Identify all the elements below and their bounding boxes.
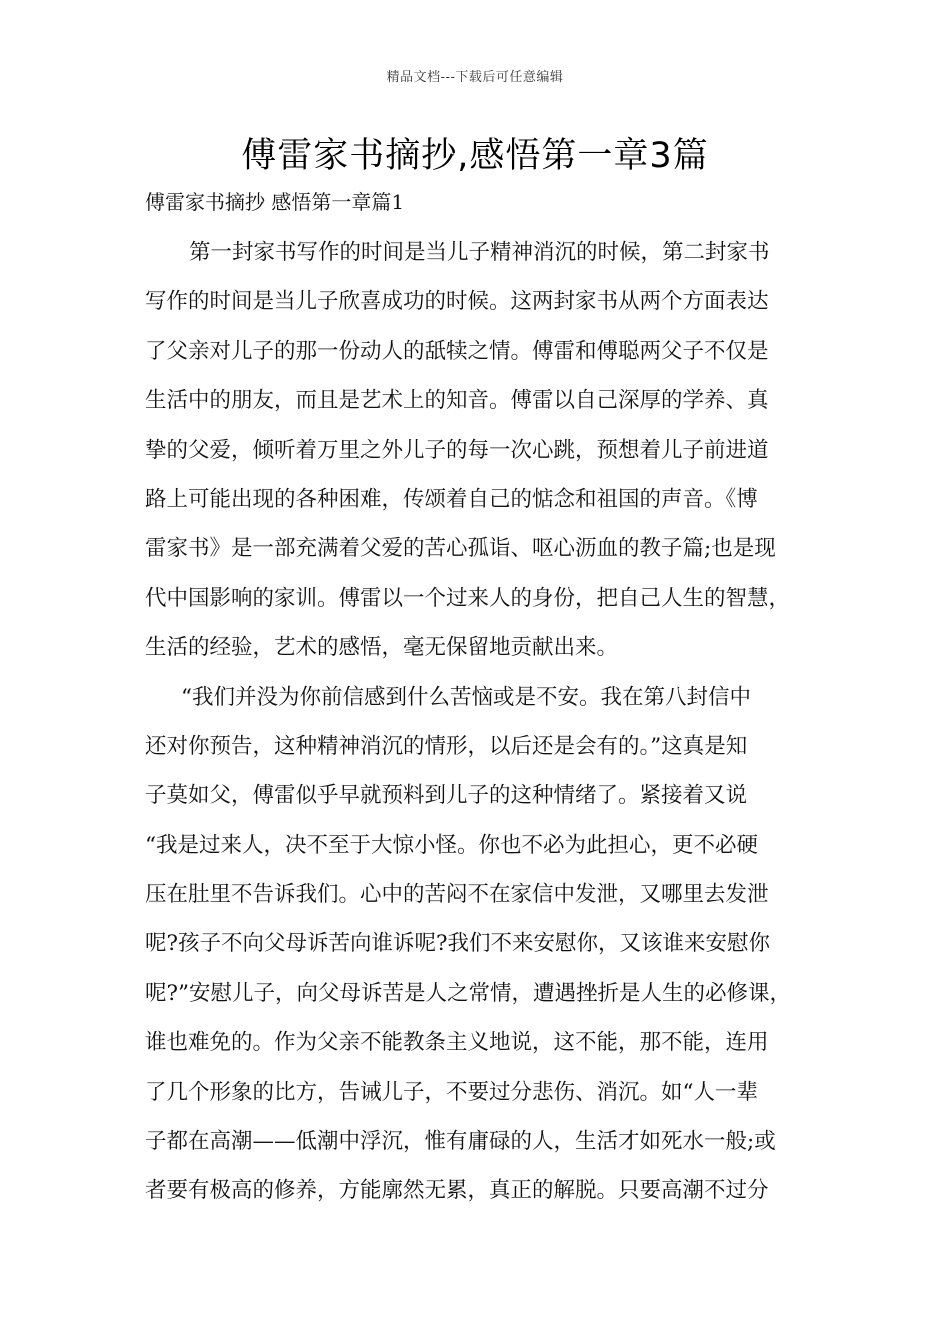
paragraph-line: 雷家书》是一部充满着父爱的苦心孤诣、呕心沥血的教子篇;也是现	[145, 536, 776, 562]
paragraph-line: 代中国影响的家训。傅雷以一个过来人的身份，把自己人生的智慧，	[145, 585, 791, 611]
paragraph-line: 生活中的朋友，而且是艺术上的知音。傅雷以自己深厚的学养、真	[145, 388, 769, 414]
paragraph-line: “我是过来人，决不至于大惊小怪。你也不必为此担心，更不必硬	[145, 832, 758, 858]
paragraph-line: 呢?孩子不向父母诉苦向谁诉呢?我们不来安慰你，又该谁来安慰你	[145, 931, 771, 957]
paragraph-line: 子莫如父，傅雷似乎早就预料到儿子的这种情绪了。紧接着又说	[145, 783, 748, 809]
paragraph-line: 了几个形象的比方，告诫儿子，不要过分悲伤、消沉。如“人一辈	[145, 1079, 758, 1105]
paragraph-line: 写作的时间是当儿子欣喜成功的时候。这两封家书从两个方面表达	[145, 289, 769, 315]
body-text	[145, 228, 825, 1216]
paragraph-line: 路上可能出现的各种困难，传颂着自己的惦念和祖国的声音。《博	[145, 486, 758, 512]
paragraph-line: 呢?”安慰儿子，向父母诉苦是人之常情，遭遇挫折是人生的必修课，	[145, 980, 792, 1006]
paragraph-line: 第一封家书写作的时间是当儿子精神消沉的时候，第二封家书	[189, 240, 770, 265]
paragraph-line: 了父亲对儿子的那一份动人的舐犊之情。傅雷和傅聪两父子不仅是	[145, 338, 769, 364]
paragraph-line: 挚的父爱，倾听着万里之外儿子的每一次心跳，预想着儿子前进道	[145, 437, 769, 463]
header-note: 精品文档---下载后可任意编辑	[386, 70, 564, 85]
paragraph-line: 还对你预告，这种精神消沉的情形，以后还是会有的。”这真是知	[145, 733, 748, 759]
paragraph-line: 生活的经验，艺术的感悟，毫无保留地贡献出来。	[145, 635, 619, 661]
section-title: 傅雷家书摘抄 感悟第一章篇1	[145, 190, 405, 214]
paragraph-line: 谁也难免的。作为父亲不能教条主义地说，这不能，那不能，连用	[145, 1030, 769, 1056]
paragraph-line: 压在肚里不告诉我们。心中的苦闷不在家信中发泄，又哪里去发泄	[145, 882, 769, 908]
paragraph-line: 者要有极高的修养，方能廓然无累，真正的解脱。只要高潮不过分	[145, 1178, 769, 1204]
document-title: 傅雷家书摘抄,感悟第一章3篇	[241, 136, 709, 176]
paragraph-line: “我们并没为你前信感到什么苦恼或是不安。我在第八封信中	[181, 684, 751, 710]
paragraph-line: 子都在高潮——低潮中浮沉，惟有庸碌的人，生活才如死水一般;或	[145, 1129, 776, 1155]
